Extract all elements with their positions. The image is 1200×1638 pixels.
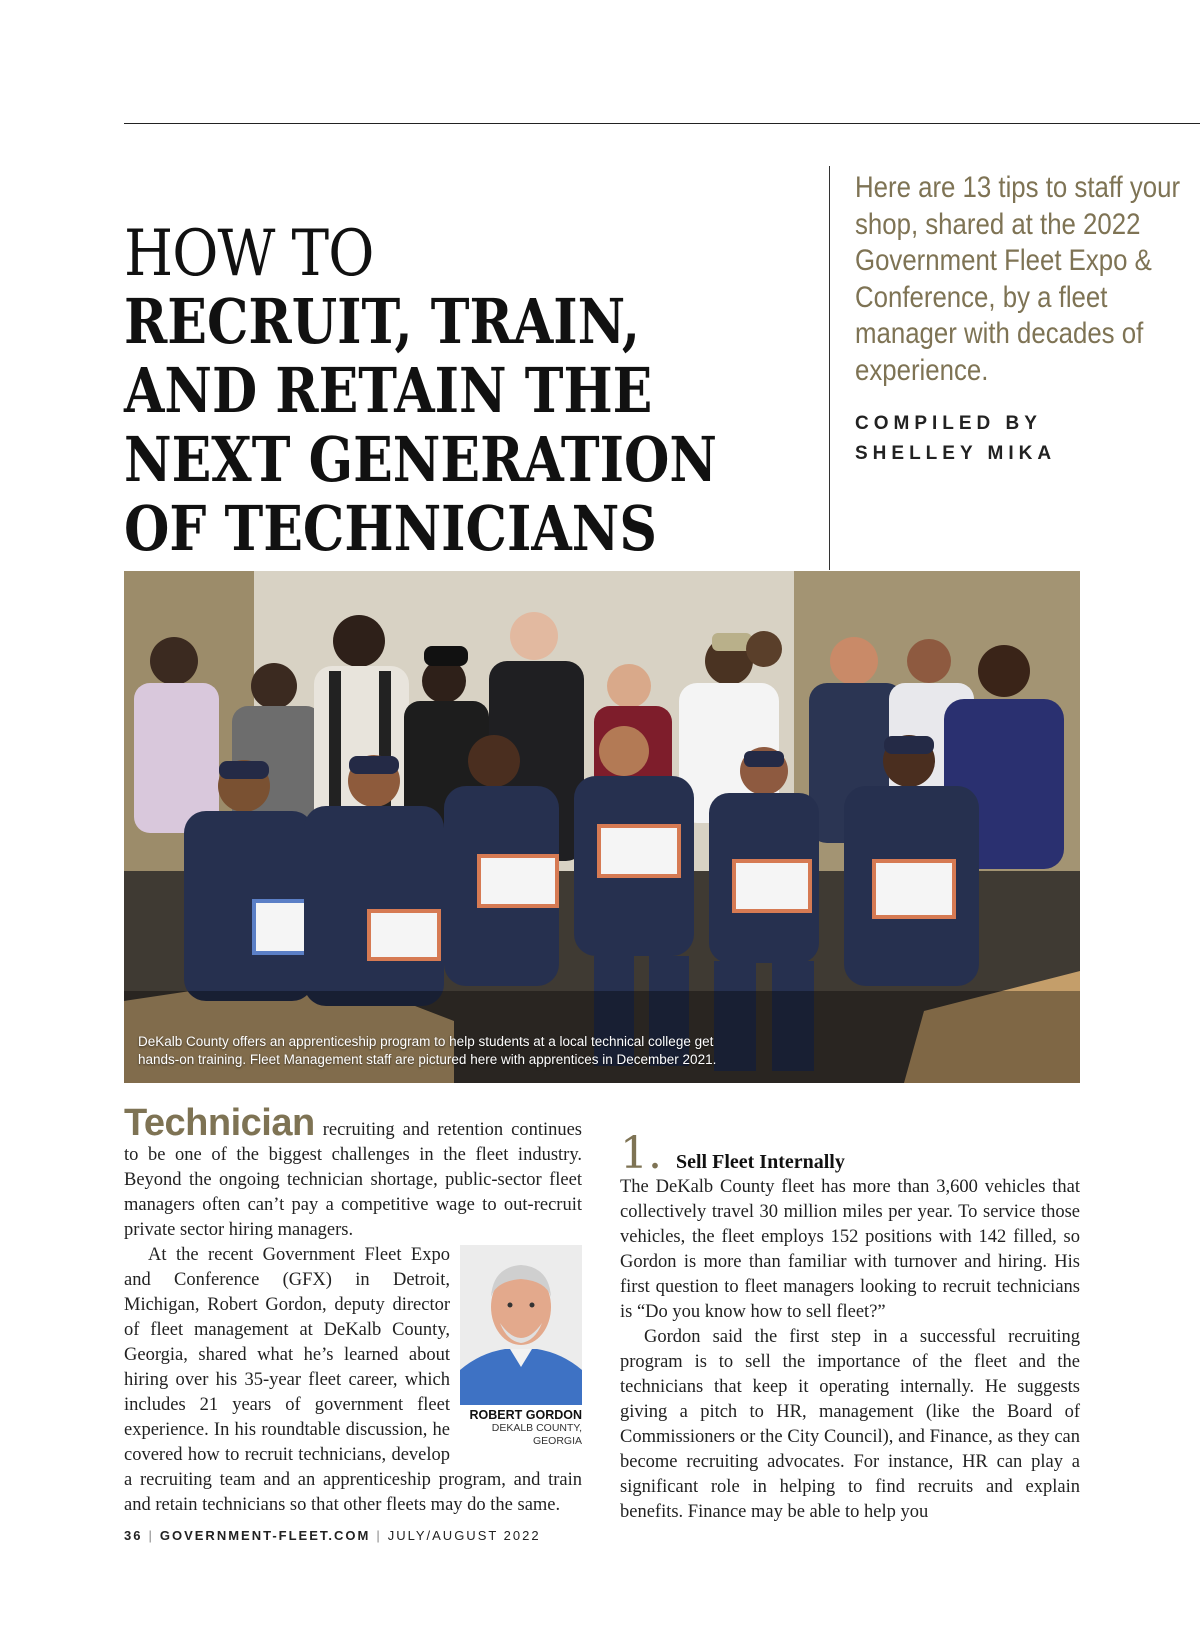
portrait-name: ROBERT GORDON — [469, 1408, 582, 1422]
intro-paragraph-2: At the recent Government Fleet Expo and Conference (GFX) in Detroit, Michigan, Robert Gordon, deputy director of fleet management at DeKalb County, Georgia, shared what he’s learned about hiring over his 35-year fleet career, which includes 21 years of government fleet experience. In his roundtable discussion, he covered how to recruit technicians, develop a recruiting team and an apprenticeship program, and train and retain technicians so that other fleets may do the same. — [124, 1245, 582, 1515]
footer-separator-1: | — [148, 1528, 154, 1543]
headline-line-2: RECRUIT, TRAIN, — [124, 285, 640, 358]
intro-column — [124, 1102, 583, 1518]
top-rule — [124, 123, 1200, 124]
page-footer — [124, 1528, 541, 1543]
intro-dropword: Technician — [124, 1102, 315, 1144]
photo-caption — [138, 1033, 838, 1069]
footer-page-number: 36 — [124, 1528, 143, 1543]
tip-1-heading — [620, 1128, 1080, 1179]
tip-1-number: 1 — [620, 1128, 648, 1179]
deck-divider — [829, 166, 830, 570]
headline-line-3: AND RETAIN THE — [124, 354, 653, 427]
headline — [124, 217, 814, 565]
tip-1-column — [620, 1128, 1080, 1525]
tip-1-paragraph-2: Gordon said the first step in a successful recruiting program is to sell the importance of the fleet and the technicians that keep it operating internally. He suggests giving a pitch to HR, management (like the Board of Commissioners or the City Council), and Finance, as they can become recruiting advocates. For instance, HR can play a significant role in helping to find recruits and explain benefits. Finance may be able to help you — [620, 1327, 1080, 1522]
byline — [855, 409, 1200, 469]
tip-1-paragraph-1: The DeKalb County fleet has more than 3,600 vehicles that collectively travel 30 million miles per year. To service those vehicles, the fleet employs 152 positions with 142 filled, so Gordon is more than familiar with turnover and hiring. His first question to fleet managers looking to recruit technicians is “Do you know how to sell fleet?” — [620, 1177, 1080, 1322]
footer-separator-2: | — [376, 1528, 382, 1543]
footer-site: GOVERNMENT-FLEET.COM — [159, 1528, 371, 1543]
footer-issue: JULY/AUGUST 2022 — [387, 1528, 541, 1543]
photo-caption-line-2: hands-on training. Fleet Management staff are pictured here with apprentices in December 2021. — [138, 1052, 717, 1067]
photo-caption-line-1: DeKalb County offers an apprenticeship program to help students at a local technical college get — [138, 1034, 714, 1049]
deck-text: Here are 13 tips to staff your shop, shared at the 2022 Government Fleet Expo & Conference, by a fleet manager with decades of experience. — [855, 171, 1181, 387]
byline-compiled-by: COMPILED BY — [855, 413, 1042, 434]
portrait-box — [460, 1245, 582, 1448]
intro-paragraph-1 — [124, 1102, 583, 1243]
tip-1-title: Sell Fleet Internally — [676, 1151, 845, 1173]
tip-1-dot: . — [648, 1128, 662, 1179]
intro-paragraph-1-text: recruiting and retention continues to be one of the biggest challenges in the fleet industry. Beyond the ongoing technician shortage, public-sector fleet managers often can’t pay a competitive wage to out-recruit private sector hiring managers. — [124, 1120, 583, 1240]
deck — [855, 170, 1200, 469]
headline-line-4: NEXT GENERATION — [124, 423, 718, 496]
group-photo — [124, 571, 1080, 1083]
headline-line-5: OF TECHNICIANS — [124, 492, 657, 565]
group-photo-illustration — [124, 571, 1080, 1083]
portrait-illustration — [460, 1245, 582, 1405]
byline-author: SHELLEY MIKA — [855, 443, 1057, 464]
headline-line-1: HOW TO — [124, 217, 374, 291]
portrait-photo — [460, 1245, 582, 1405]
portrait-org: DEKALB COUNTY, GEORGIA — [491, 1422, 582, 1447]
